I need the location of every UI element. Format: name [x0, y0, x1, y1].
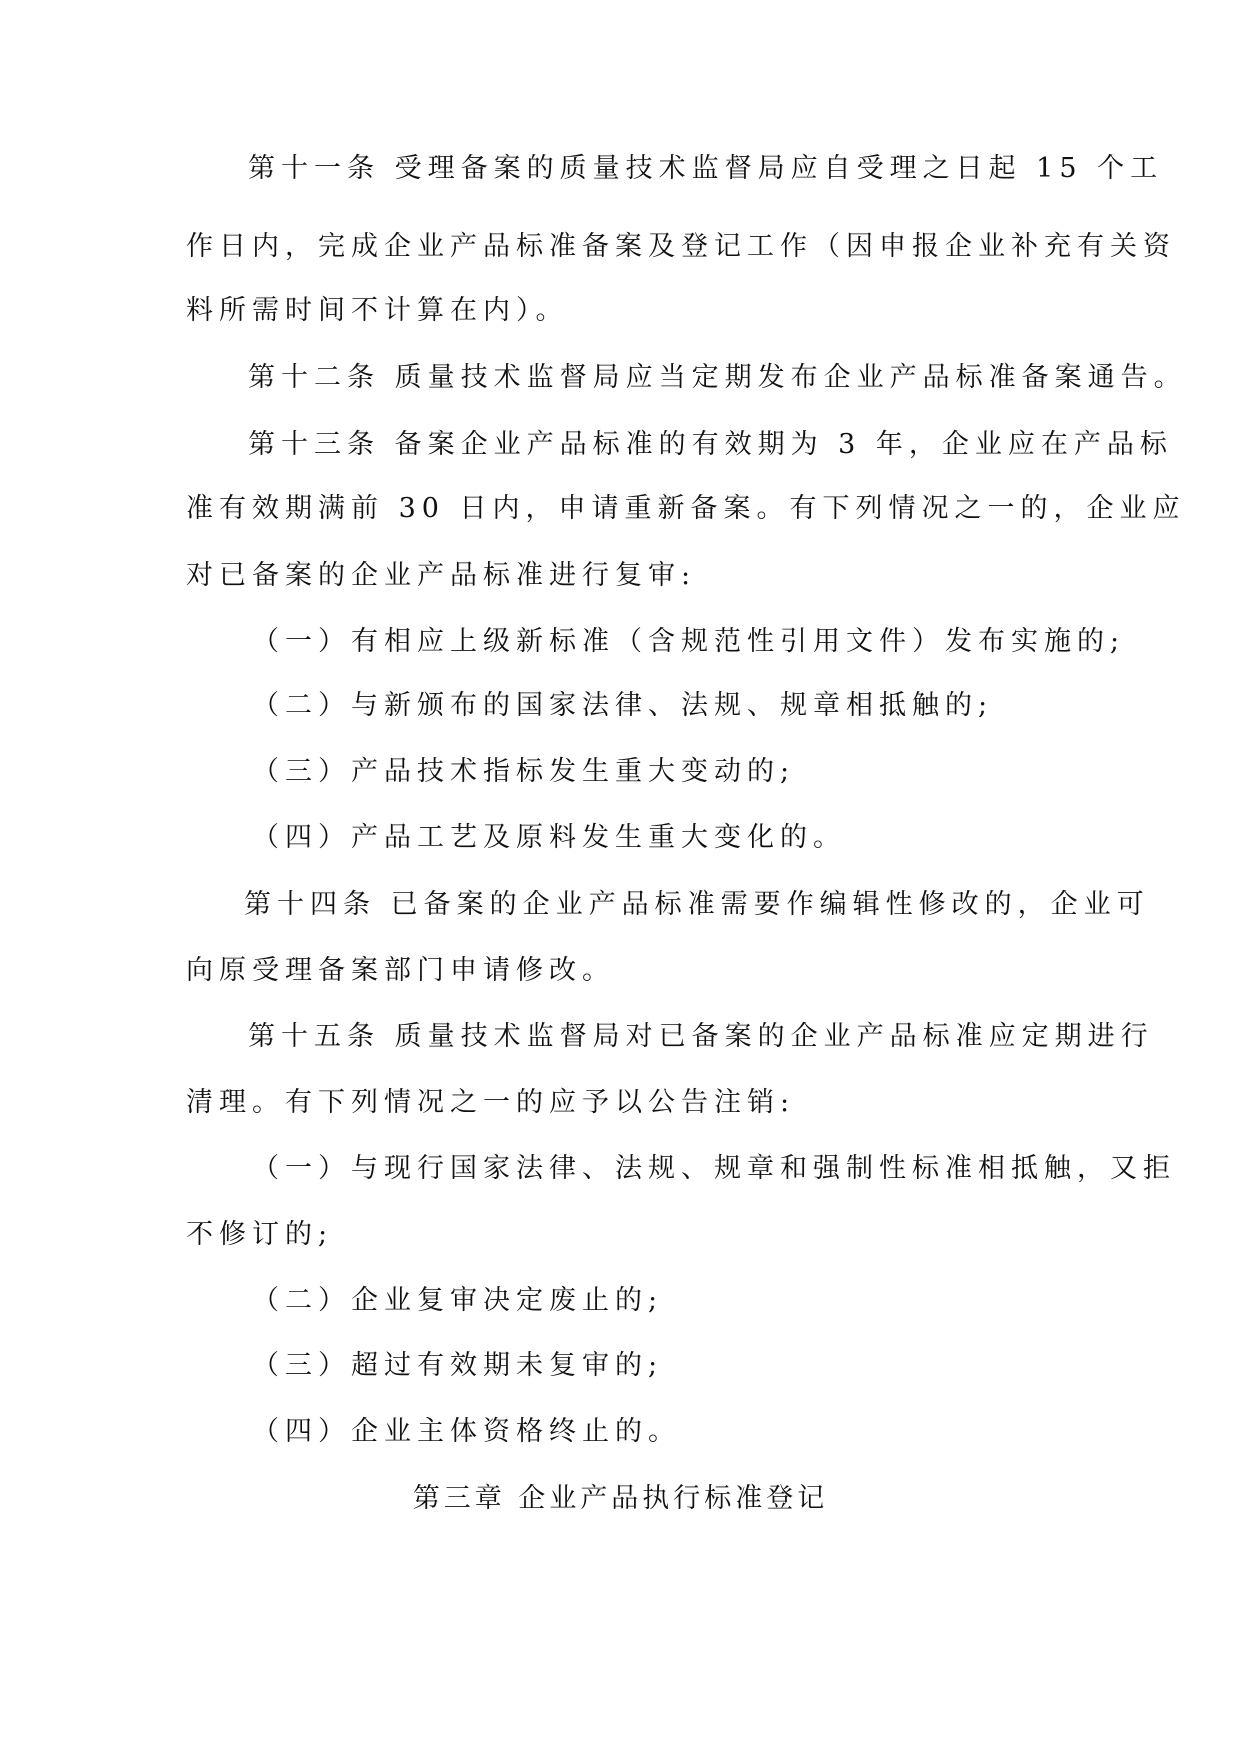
article-13-item-2: （二）与新颁布的国家法律、法规、规章相抵触的; — [252, 690, 994, 721]
article-15-item-2: （二）企业复审决定废止的; — [252, 1285, 664, 1316]
article-13-line-3: 对已备案的企业产品标准进行复审: — [186, 560, 697, 591]
article-15-item-1-line-1: （一）与现行国家法律、法规、规章和强制性标准相抵触，又拒 — [252, 1153, 1176, 1184]
article-14-line-2: 向原受理备案部门申请修改。 — [186, 955, 615, 986]
article-11-line-3: 料所需时间不计算在内）。 — [186, 295, 569, 326]
article-13-item-3: （三）产品技术指标发生重大变动的; — [252, 756, 796, 787]
article-13-item-4: （四）产品工艺及原料发生重大变化的。 — [252, 822, 846, 853]
article-15-item-3: （三）超过有效期未复审的; — [252, 1350, 664, 1381]
article-15-line-2: 清理。有下列情况之一的应予以公告注销: — [186, 1087, 796, 1118]
article-15-item-1-line-2: 不修订的; — [186, 1219, 334, 1250]
article-12-line-1: 第十二条 质量技术监督局应当定期发布企业产品标准备案通告。 — [248, 362, 1187, 393]
article-11-line-1: 第十一条 受理备案的质量技术监督局应自受理之日起 15 个工 — [248, 153, 1164, 184]
article-13-item-1: （一）有相应上级新标准（含规范性引用文件）发布实施的; — [252, 626, 1126, 657]
chapter-heading: 第三章 企业产品执行标准登记 — [412, 1483, 829, 1514]
article-14-line-1: 第十四条 已备案的企业产品标准需要作编辑性修改的，企业可 — [244, 889, 1150, 920]
article-13-line-1: 第十三条 备案企业产品标准的有效期为 3 年，企业应在产品标 — [248, 429, 1173, 460]
article-13-line-2: 准有效期满前 30 日内，申请重新备案。有下列情况之一的，企业应 — [186, 493, 1186, 524]
article-15-line-1: 第十五条 质量技术监督局对已备案的企业产品标准应定期进行 — [248, 1021, 1154, 1052]
article-11-line-2: 作日内，完成企业产品标准备案及登记工作（因申报企业补充有关资 — [186, 231, 1176, 262]
article-15-item-4: （四）企业主体资格终止的。 — [252, 1416, 681, 1447]
